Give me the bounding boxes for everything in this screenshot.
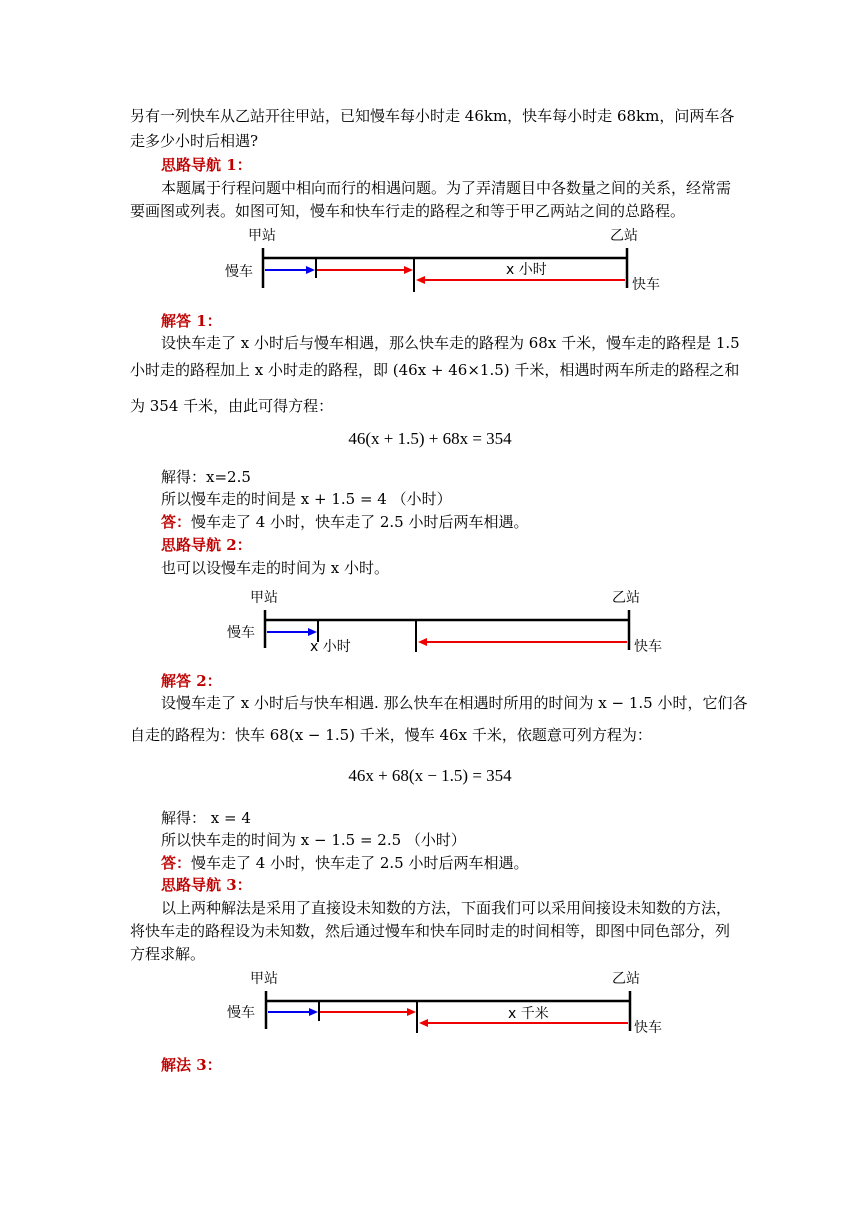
nav2-heading: 思路导航 2： [161, 536, 252, 554]
diagram1-segment-label: x 小时 [506, 262, 547, 278]
ans1-solve: 解得：x=2.5 [161, 468, 251, 486]
diagram3-slow-label: 慢车 [227, 1005, 255, 1021]
ans1-answer [161, 511, 735, 533]
ans2-line-2: 自走的路程为：快车 68(x − 1.5) 千米，慢车 46x 千米，依题意可列方程为： [130, 726, 652, 744]
ans1-line-3: 为 354 千米，由此可得方程： [130, 397, 334, 415]
diagram-1 [220, 220, 680, 300]
nav1-line-1: 本题属于行程问题中相向而行的相遇问题。为了弄清题目中各数量之间的关系，经常需 [161, 179, 732, 197]
diagram3-right-station: 乙站 [612, 971, 640, 987]
ans2-answer [161, 852, 735, 874]
ans2-time: 所以快车走的时间为 x − 1.5 = 2.5 （小时） [161, 831, 466, 849]
ans2-answer-label: 答： [161, 854, 192, 872]
ans1-time: 所以慢车走的时间是 x + 1.5 = 4 （小时） [161, 490, 452, 508]
ans2-heading: 解答 2： [161, 672, 222, 690]
diagram-3 [220, 963, 680, 1043]
problem-line-2: 走多少小时后相遇? [130, 132, 259, 150]
ans2-line-1: 设慢车走了 x 小时后与快车相遇. 那么快车在相遇时所用的时间为 x − 1.5 小时，它们各 [161, 694, 748, 712]
diagram3-left-station: 甲站 [250, 971, 278, 987]
nav2-line-1: 也可以设慢车走的时间为 x 小时。 [161, 559, 389, 577]
ans1-answer-text: 慢车走了 4 小时，快车走了 2.5 小时后两车相遇。 [191, 513, 529, 531]
ans1-line-2: 小时走的路程加上 x 小时走的路程，即 (46x + 46×1.5) 千米，相遇时两车所走的路程之和 [130, 361, 740, 379]
diagram-2 [220, 582, 680, 662]
diagram2-left-station: 甲站 [250, 590, 278, 606]
nav3-line-1: 以上两种解法是采用了直接设未知数的方法，下面我们可以采用间接设未知数的方法， [161, 899, 732, 917]
ans1-equation: 46(x + 1.5) + 68x = 354 [348, 429, 512, 448]
diagram2-right-station: 乙站 [612, 590, 640, 606]
diagram2-segment-label: x 小时 [310, 639, 351, 655]
diagram2-fast-label: 快车 [634, 639, 662, 655]
nav1-heading: 思路导航 1： [161, 156, 252, 174]
diagram3-segment-label: x 千米 [508, 1006, 549, 1022]
sol3-heading: 解法 3： [161, 1056, 222, 1074]
diagram2-slow-label: 慢车 [227, 625, 255, 641]
ans1-line-1: 设快车走了 x 小时后与慢车相遇，那么快车走的路程为 68x 千米，慢车走的路程是 1.5 [161, 334, 740, 352]
ans2-equation: 46x + 68(x − 1.5) = 354 [348, 766, 512, 785]
ans2-solve: 解得： x = 4 [161, 809, 251, 827]
diagram1-slow-label: 慢车 [225, 264, 253, 280]
nav1-line-2: 要画图或列表。如图可知，慢车和快车行走的路程之和等于甲乙两站之间的总路程。 [130, 202, 686, 220]
diagram1-right-station: 乙站 [610, 228, 638, 244]
diagram1-fast-label: 快车 [632, 277, 660, 293]
ans2-answer-text: 慢车走了 4 小时，快车走了 2.5 小时后两车相遇。 [191, 854, 529, 872]
problem-line-1: 另有一列快车从乙站开往甲站，已知慢车每小时走 46km，快车每小时走 68km，问两车各 [130, 107, 735, 125]
ans1-heading: 解答 1： [161, 312, 222, 330]
diagram3-fast-label: 快车 [634, 1020, 662, 1036]
nav3-heading: 思路导航 3： [161, 876, 252, 894]
nav3-line-3: 方程求解。 [130, 945, 206, 963]
ans1-answer-label: 答： [161, 513, 192, 531]
nav3-line-2: 将快车走的路程设为未知数，然后通过慢车和快车同时走的时间相等，即图中同色部分，列 [130, 922, 731, 940]
diagram1-left-station: 甲站 [248, 228, 276, 244]
